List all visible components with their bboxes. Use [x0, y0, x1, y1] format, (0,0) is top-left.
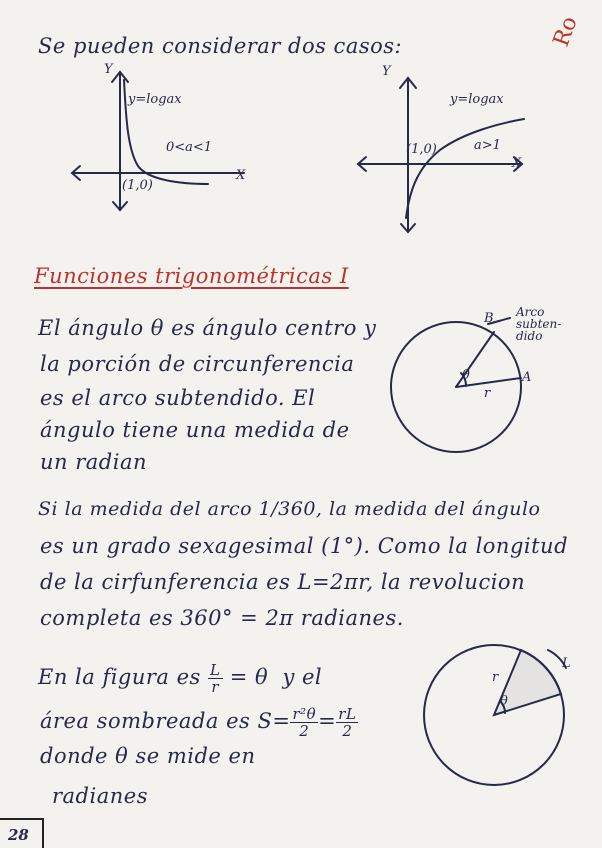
- paragraph3-line4: radianes: [52, 784, 148, 808]
- circle2-theta: θ: [500, 694, 508, 709]
- paragraph1-line4: ángulo tiene una medida de: [40, 418, 350, 442]
- frac-s2-den: 2: [342, 722, 353, 740]
- frac-s1-den: 2: [299, 722, 310, 740]
- graph2-x-label: X: [512, 156, 522, 171]
- paragraph2-line4: completa es 360° = 2π radianes.: [40, 606, 404, 630]
- arc-label-line2: subten-: [516, 317, 562, 331]
- graph2-point: (1,0): [406, 142, 437, 157]
- paragraph2-line3: de la cirfunferencia es L=2πr, la revolucion: [40, 570, 526, 594]
- graph2-function-label: y=logax: [450, 92, 504, 107]
- graph1-y-label: Y: [104, 62, 113, 77]
- p3-l2-prefix: área sombreada es S=: [40, 709, 291, 733]
- paragraph3-line2: área sombreada es S= $\frac{\text{r²θ}}{2}$ = $\frac{rL}{2}$: [40, 705, 357, 740]
- circle2-radius: r: [492, 670, 499, 685]
- paragraph1-line5: un radian: [40, 450, 147, 474]
- paragraph3-line3: donde θ se mide en: [40, 744, 256, 768]
- frac-s1-num: r²θ: [292, 705, 317, 723]
- section-title: Funciones trigonométricas I: [34, 264, 349, 288]
- graph1-x-label: X: [236, 168, 246, 183]
- circle1-theta: θ: [462, 368, 470, 383]
- p3-l1-eq: = θ: [229, 665, 269, 689]
- arc-label-line3: dido: [516, 329, 543, 343]
- page-number: 28: [0, 818, 44, 848]
- graph2-condition: a>1: [474, 138, 501, 153]
- paragraph1-line1: El ángulo θ es ángulo centro y: [38, 316, 377, 340]
- circle2-arc-label: L: [562, 656, 571, 671]
- graph1-point: (1,0): [122, 178, 153, 193]
- paragraph1-line3: es el arco subtendido. El: [40, 386, 316, 410]
- frac-l-num: L: [210, 661, 221, 679]
- p3-l1-prefix: En la figura es: [38, 665, 201, 689]
- p3-l1-suffix: y el: [282, 665, 323, 689]
- graph1-function-label: y=logax: [128, 92, 182, 107]
- paragraph2-line2: es un grado sexagesimal (1°). Como la longitud: [40, 534, 569, 558]
- frac-s2-num: rL: [338, 705, 357, 723]
- circle1-radius: r: [484, 386, 491, 401]
- paragraph2-line1: Si la medida del arco 1/360, la medida del ángulo: [38, 498, 541, 520]
- arc-label-line1: Arco: [516, 305, 545, 319]
- corner-text: Ro: [548, 13, 583, 50]
- intro-text: Se pueden considerar dos casos:: [38, 34, 403, 58]
- paragraph1-line2: la porción de circunferencia: [40, 352, 355, 376]
- graph2-y-label: Y: [382, 64, 391, 79]
- circle1-point-a: A: [522, 370, 532, 385]
- frac-l-den: r: [211, 678, 220, 696]
- graph1-condition: 0<a<1: [166, 140, 213, 155]
- circle1-point-b: B: [484, 311, 494, 326]
